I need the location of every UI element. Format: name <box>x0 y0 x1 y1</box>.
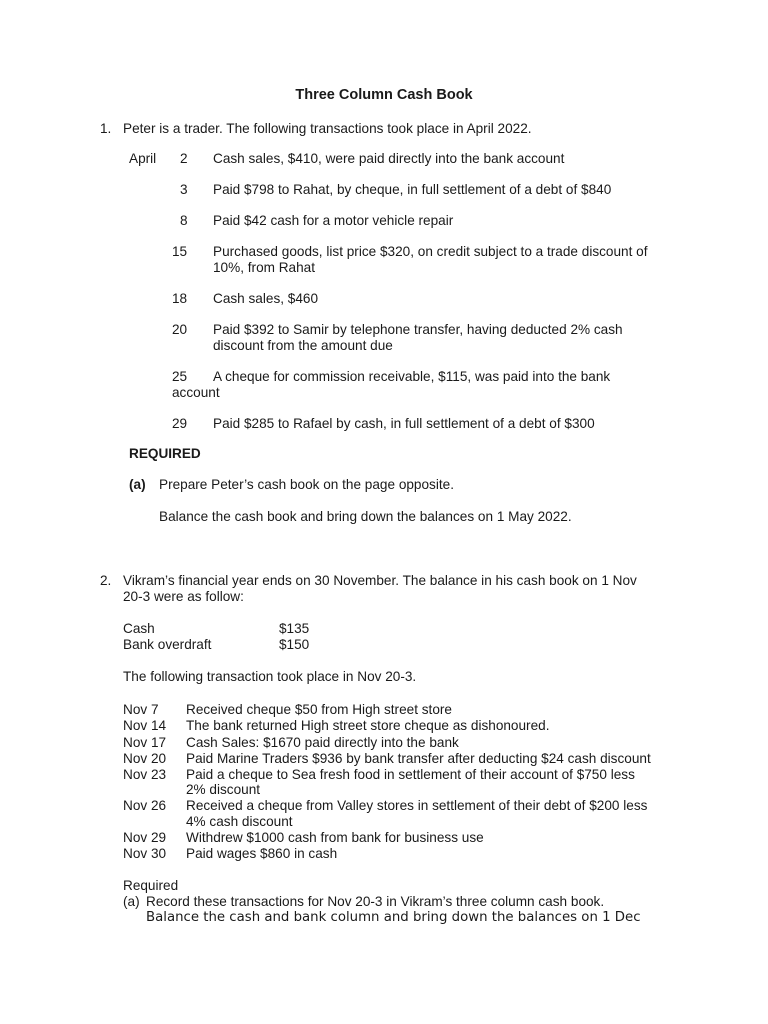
q1-transaction-text: Cash sales, $410, were paid directly into the bank account <box>213 151 565 166</box>
q1-transaction-text: A cheque for commission receivable, $115, was paid into the bank <box>213 369 611 384</box>
q2-part-text-2: Balance the cash and bank column and bring down the balances on 1 Dec <box>146 910 641 925</box>
question-1-intro: Peter is a trader. The following transactions took place in April 2022. <box>123 121 532 136</box>
balance-label: Cash <box>123 621 155 636</box>
q2-transaction-text: Paid a cheque to Sea fresh food in settlement of their account of $750 less <box>186 767 635 782</box>
q2-date: Nov 29 <box>123 830 167 845</box>
q2-date: Nov 30 <box>123 846 167 861</box>
q1-day: 3 <box>180 182 188 197</box>
q1-day: 8 <box>180 213 188 228</box>
q1-month: April <box>129 151 157 166</box>
q2-required-heading: Required <box>123 878 179 893</box>
q1-transaction-text: Paid $798 to Rahat, by cheque, in full settlement of a debt of $840 <box>213 182 612 197</box>
q2-date: Nov 17 <box>123 735 167 750</box>
q1-transaction-text: Paid $392 to Samir by telephone transfer, having deducted 2% cash <box>213 322 623 337</box>
q1-transaction-text-cont: discount from the amount due <box>213 338 393 353</box>
q1-transaction-text: Cash sales, $460 <box>213 291 319 306</box>
q1-day: 20 <box>172 322 188 337</box>
q2-date: Nov 20 <box>123 751 167 766</box>
q1-transaction-text: Paid $285 to Rafael by cash, in full settlement of a debt of $300 <box>213 416 595 431</box>
q1-required-heading: REQUIRED <box>129 446 201 461</box>
q1-part-text-2: Balance the cash book and bring down the balances on 1 May 2022. <box>159 509 572 524</box>
q2-date: Nov 7 <box>123 702 159 717</box>
q1-transaction-text-cont: 10%, from Rahat <box>213 260 315 275</box>
q2-transaction-text: Received a cheque from Valley stores in settlement of their debt of $200 less <box>186 798 648 813</box>
q1-transaction-text: Paid $42 cash for a motor vehicle repair <box>213 213 454 228</box>
q1-day: 15 <box>172 244 188 259</box>
q1-day: 29 <box>172 416 188 431</box>
q2-transaction-text: Cash Sales: $1670 paid directly into the bank <box>186 735 459 750</box>
question-2-intro-cont: 20-3 were as follow: <box>123 589 244 604</box>
q2-part-text: Record these transactions for Nov 20-3 in Vikram’s three column cash book. <box>146 894 605 909</box>
q2-transaction-text-cont: 2% discount <box>186 782 261 797</box>
q2-transaction-text: The bank returned High street store cheque as dishonoured. <box>186 718 550 733</box>
balance-value: $135 <box>279 621 310 636</box>
q1-day: 18 <box>172 291 188 306</box>
question-1-number: 1. <box>100 121 112 136</box>
question-2-intro: Vikram’s financial year ends on 30 November. The balance in his cash book on 1 Nov <box>123 573 637 588</box>
q2-transactions-intro: The following transaction took place in Nov 20-3. <box>123 669 417 684</box>
q1-part-text: Prepare Peter’s cash book on the page opposite. <box>159 477 454 492</box>
q1-transaction-text-cont: account <box>172 385 220 400</box>
q2-transaction-text-cont: 4% cash discount <box>186 814 293 829</box>
q2-date: Nov 23 <box>123 767 167 782</box>
q1-day: 2 <box>180 151 188 166</box>
q2-transaction-text: Paid wages $860 in cash <box>186 846 338 861</box>
q1-transaction-text: Purchased goods, list price $320, on credit subject to a trade discount of <box>213 244 648 259</box>
page-title: Three Column Cash Book <box>295 87 473 103</box>
q1-day: 25 <box>172 369 188 384</box>
q2-transaction-text: Withdrew $1000 cash from bank for business use <box>186 830 484 845</box>
question-2-number: 2. <box>100 573 112 588</box>
balance-value: $150 <box>279 637 310 652</box>
q2-part-label: (a) <box>123 894 140 909</box>
q2-transaction-text: Paid Marine Traders $936 by bank transfer after deducting $24 cash discount <box>186 751 651 766</box>
balance-label: Bank overdraft <box>123 637 212 652</box>
q2-date: Nov 26 <box>123 798 167 813</box>
q2-date: Nov 14 <box>123 718 167 733</box>
q1-part-label: (a) <box>129 477 146 492</box>
q2-transaction-text: Received cheque $50 from High street store <box>186 702 452 717</box>
